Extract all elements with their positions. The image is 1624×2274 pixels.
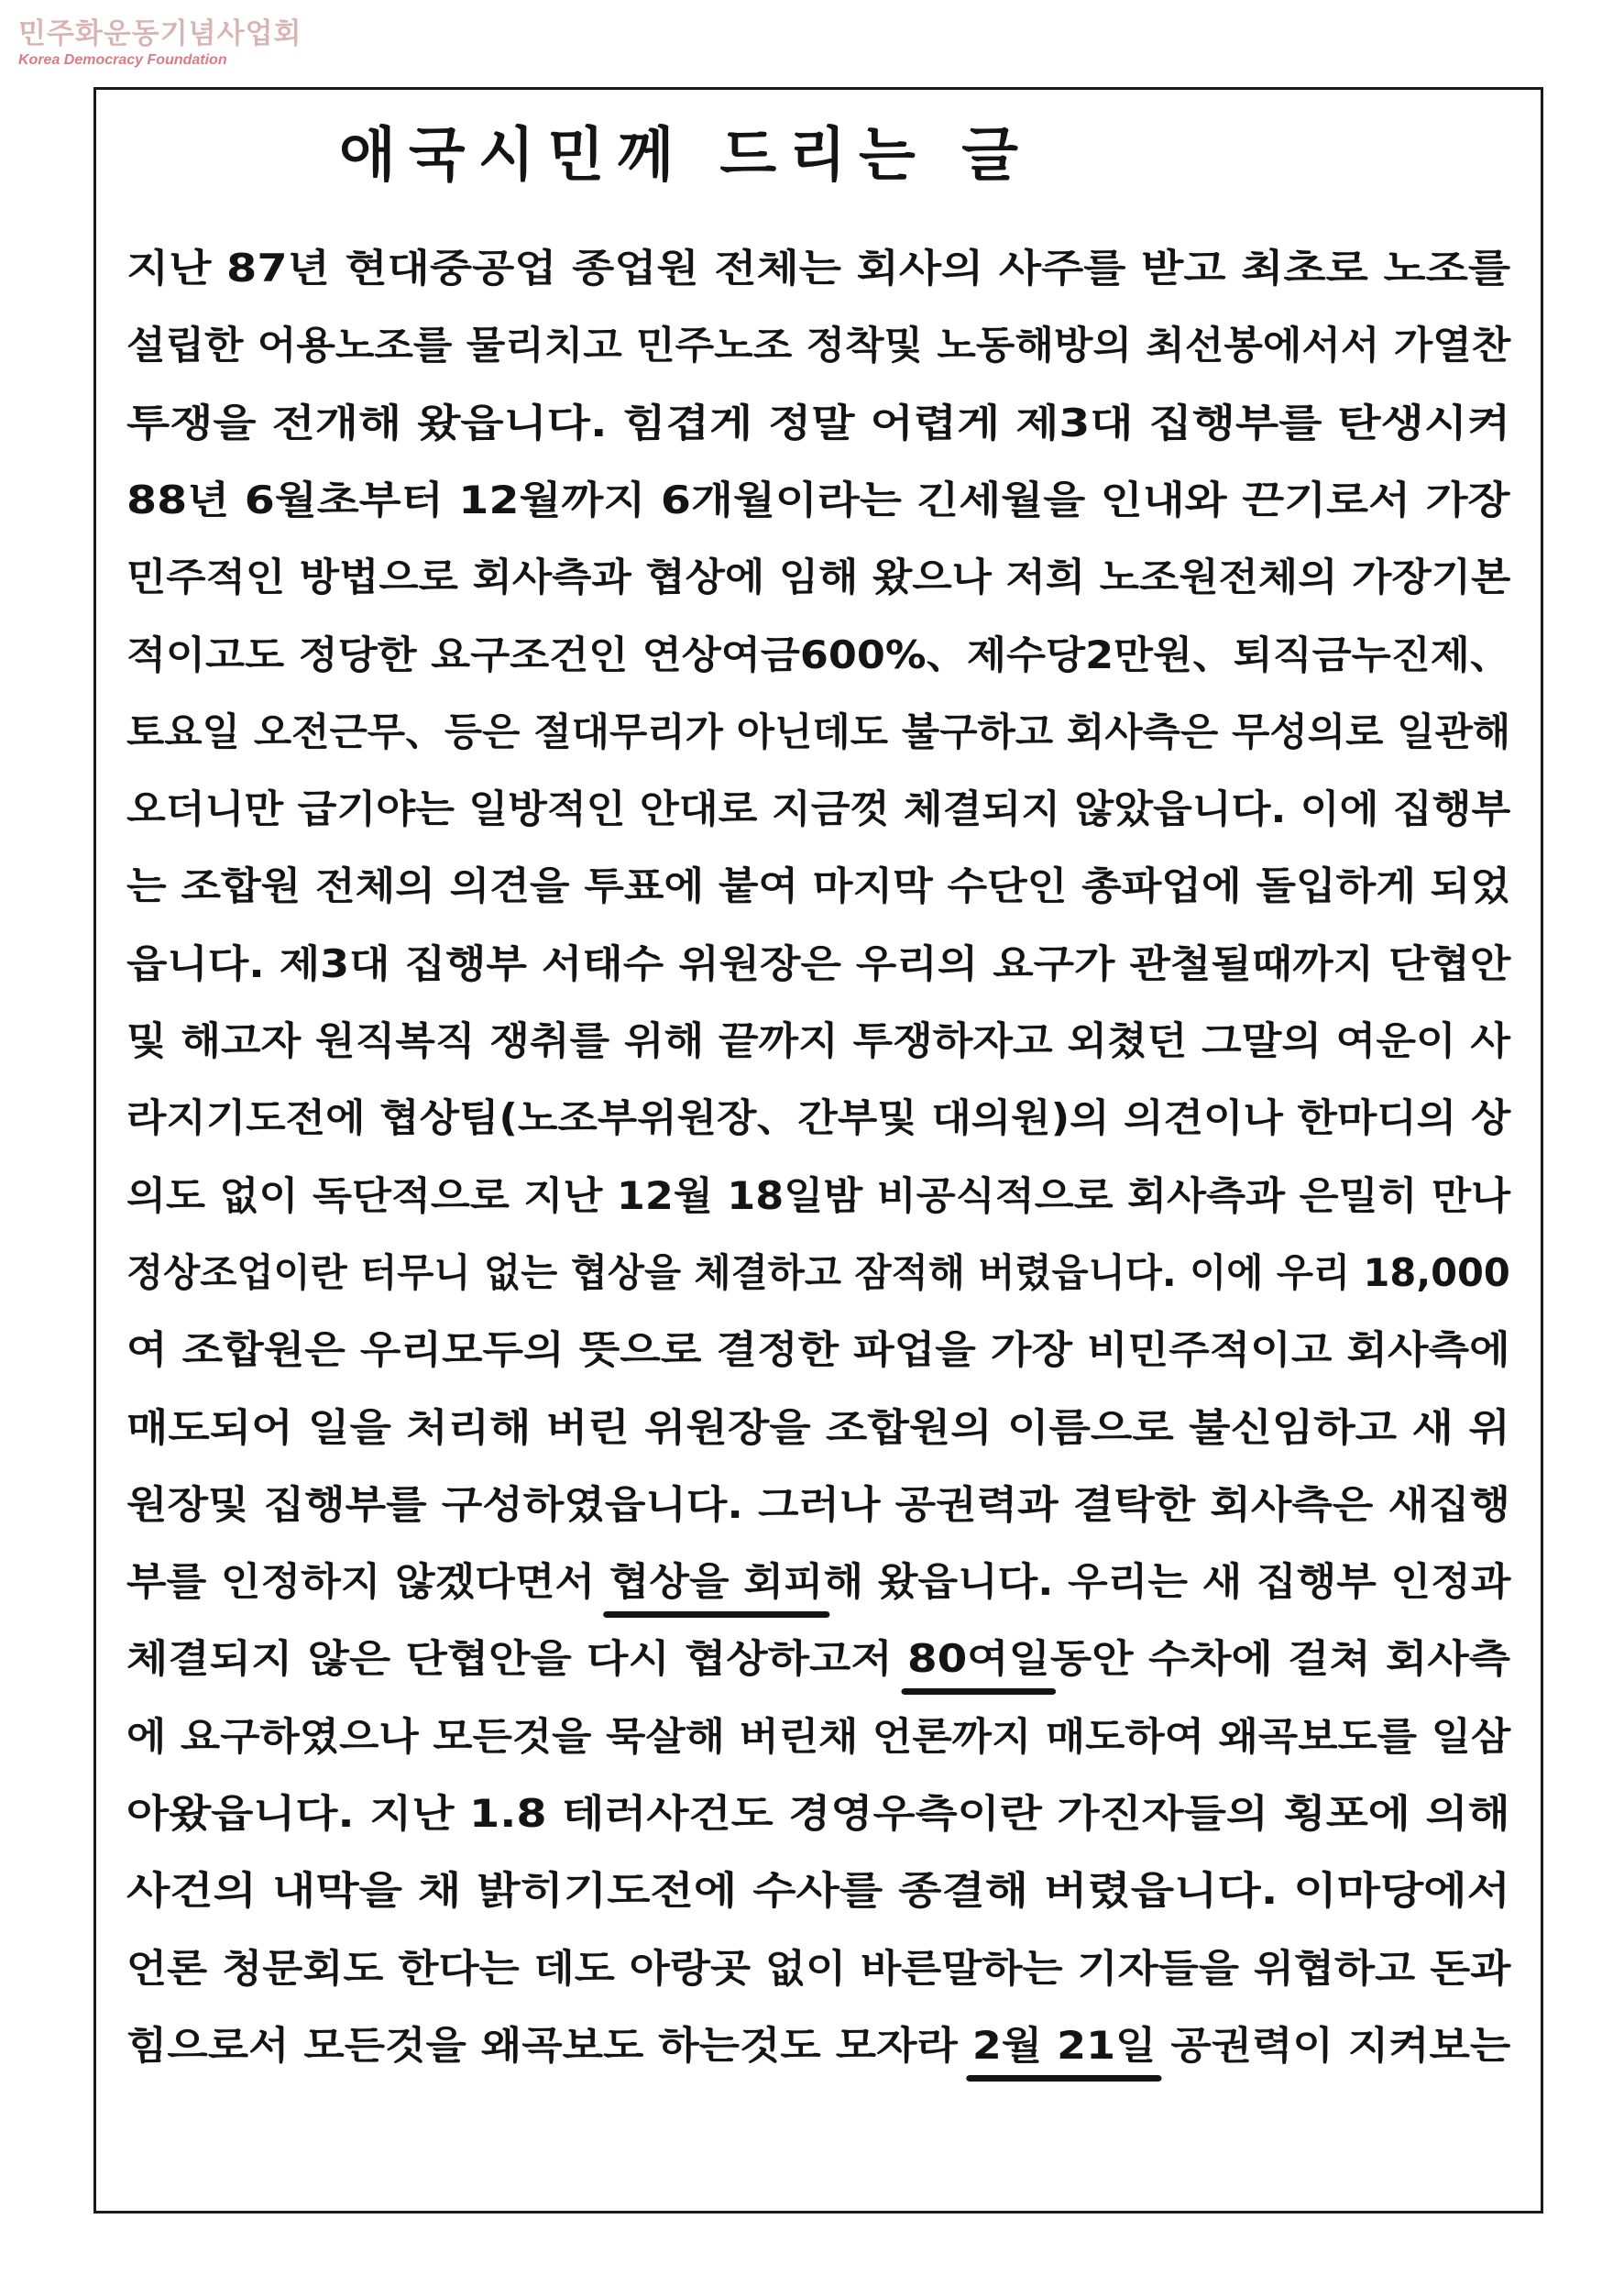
body-line: 는 조합원 전체의 의견을 투표에 붙여 마지막 수단인 총파업에 돌입하게 되었 xyxy=(126,863,1510,909)
body-line: 투쟁을 전개해 왔읍니다. 힘겹게 정말 어렵게 제3대 집행부를 탄생시켜 xyxy=(126,400,1511,445)
body-line: 여 조합원은 우리모두의 뜻으로 결정한 파업을 가장 비민주적이고 회사측에 xyxy=(126,1327,1510,1373)
body-line: 아왔읍니다. 지난 1.8 테러사건도 경영우측이란 가진자들의 횡포에 의해 xyxy=(126,1791,1510,1836)
body-line: 정상조업이란 터무니 없는 협상을 체결하고 잠적해 버렸읍니다. 이에 우리 18,000 xyxy=(126,1249,1510,1295)
body-line: 오더니만 급기야는 일방적인 안대로 지금껏 체결되지 않았읍니다. 이에 집행부 xyxy=(126,786,1511,832)
body-line: 라지기도전에 협상팀(노조부위원장、간부및 대의원)의 의견이나 한마디의 상 xyxy=(126,1095,1511,1141)
watermark-korean: 민주화운동기념사업회 xyxy=(18,17,302,50)
body-line: 언론 청문회도 한다는 데도 아랑곳 없이 바른말하는 기자들을 위협하고 돈과 xyxy=(126,1945,1511,1991)
body-line: 의도 없이 독단적으로 지난 12월 18일밤 비공식적으로 회사측과 은밀히 만나 xyxy=(126,1172,1511,1218)
body-line: 및 해고자 원직복직 쟁취를 위해 끝까지 투쟁하자고 외쳤던 그말의 여운이 사 xyxy=(126,1018,1510,1063)
foundation-watermark xyxy=(18,16,312,70)
underlined-phrase: 80여일 xyxy=(907,1627,1050,1691)
underlined-phrase: 협상을 회피 xyxy=(609,1550,824,1614)
body-line: 설립한 어용노조를 물리치고 민주노조 정착및 노동해방의 최선봉에서서 가열찬 xyxy=(126,323,1511,368)
document-title: 애국시민께 드리는 글 xyxy=(339,121,1031,190)
watermark-english: Korea Democracy Foundation xyxy=(18,52,227,68)
body-line: 체결되지 않은 단협안을 다시 협상하고저 80여일동안 수차에 걸쳐 회사측 xyxy=(126,1627,1510,1691)
body-line: 읍니다. 제3대 집행부 서태수 위원장은 우리의 요구가 관철될때까지 단협안 xyxy=(126,940,1511,986)
body-line: 사건의 내막을 채 밝히기도전에 수사를 종결해 버렸읍니다. 이마당에서 xyxy=(126,1868,1510,1914)
body-line: 매도되어 일을 처리해 버린 위원장을 조합원의 이름으로 불신임하고 새 위 xyxy=(126,1404,1510,1450)
body-line: 토요일 오전근무、등은 절대무리가 아닌데도 불구하고 회사측은 무성의로 일관해 xyxy=(126,709,1511,754)
body-line: 88년 6월초부터 12월까지 6개월이라는 긴세월을 인내와 끈기로서 가장 xyxy=(126,477,1510,522)
body-line: 적이고도 정당한 요구조건인 연상여금600%、제수당2만원、퇴직금누진제、 xyxy=(126,632,1511,677)
body-line: 원장및 집행부를 구성하였읍니다. 그러나 공권력과 결탁한 회사측은 새집행 xyxy=(126,1481,1511,1527)
body-line: 에 요구하였으나 모든것을 묵살해 버린채 언론까지 매도하여 왜곡보도를 일삼 xyxy=(126,1713,1511,1759)
body-line: 민주적인 방법으로 회사측과 협상에 임해 왔으나 저희 노조원전체의 가장기본 xyxy=(126,555,1511,600)
body-line: 힘으로서 모든것을 왜곡보도 하는것도 모자라 2월 21일 공권력이 지켜보는 xyxy=(126,2014,1510,2078)
body-line: 부를 인정하지 않겠다면서 협상을 회피해 왔읍니다. 우리는 새 집행부 인정과 xyxy=(126,1550,1510,1614)
underlined-phrase: 2월 21일 xyxy=(972,2014,1157,2078)
body-line: 지난 87년 현대중공업 종업원 전체는 회사의 사주를 받고 최초로 노조를 xyxy=(126,246,1511,291)
